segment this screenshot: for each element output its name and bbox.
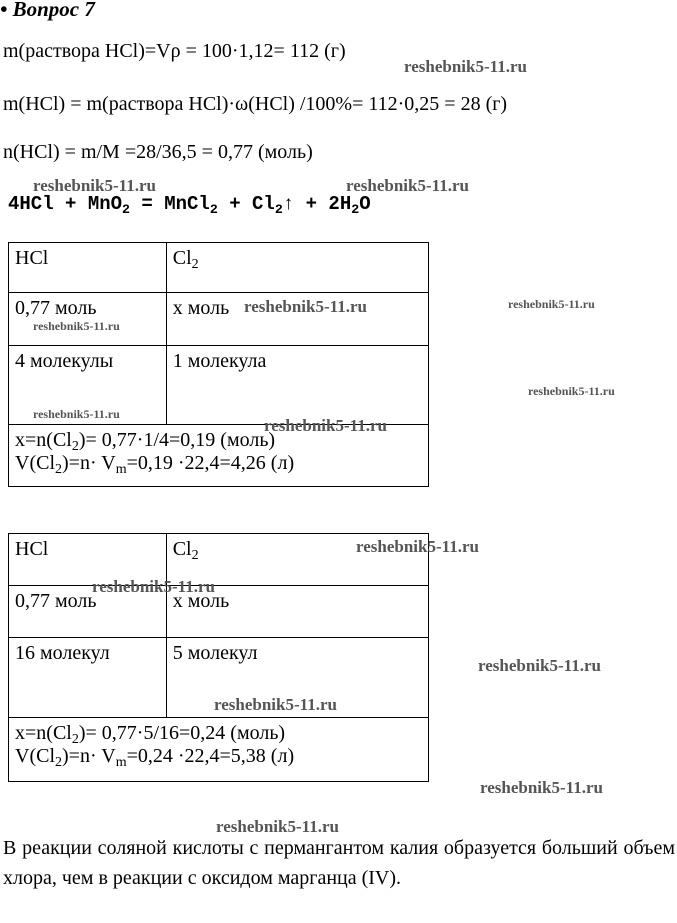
calc-line-mass-hcl: m(HCl) = m(раствора HCl)·ω(HCl) /100%= 112·0,25 = 28 (г) [3, 93, 508, 115]
table1-result-moles: $x=n(Cl_2)= 0,77\cdot 1/4=0,19$ (моль) [15, 429, 276, 455]
table2-cell-cl2-molecules: 5 молекул [166, 638, 428, 718]
watermark: reshebnik5-11.ru [92, 577, 215, 596]
table1-cell-cl2-molecules: 1 молекула [166, 346, 428, 425]
calc-line-moles-hcl: n(HCl) = m/M =28/36,5 = 0,77 (моль) [3, 141, 313, 163]
watermark: reshebnik5-11.ru [478, 656, 601, 675]
watermark: reshebnik5-11.ru [214, 695, 337, 714]
table1-cell-cl2-moles: x моль [166, 293, 428, 346]
table2-header-cl2: $Cl_2$ [166, 534, 428, 586]
proportion-table-1 [8, 242, 429, 487]
table2-header-hcl: HCl [9, 534, 167, 586]
reaction-equation: 4HCl + MnO$_2$ = MnCl$_2$ + $Cl_2↑ + 2H_2O$ [8, 193, 371, 217]
calc-line-mass-solution: m(раствора HCl)=Vρ = 100·1,12= 112 (г) [3, 40, 346, 62]
table2-cell-cl2-moles: x моль [166, 586, 428, 638]
conclusion-paragraph: В реакции соляной кислоты с пермангантом калия образуется больший объем хлора, чем в реакции с оксидом марганца (IV). [3, 837, 675, 889]
watermark: reshebnik5-11.ru [404, 57, 527, 76]
watermark: reshebnik5-11.ru [216, 817, 339, 836]
table2-cell-hcl-moles: 0,77 моль [9, 586, 167, 638]
question-title: • Вопрос 7 [0, 0, 95, 21]
watermark: reshebnik5-11.ru [528, 384, 615, 398]
watermark: reshebnik5-11.ru [356, 537, 479, 556]
table1-header-hcl: HCl [9, 243, 167, 293]
table1-cell-hcl-molecules: 4 молекулы [9, 346, 167, 425]
watermark: reshebnik5-11.ru [244, 297, 367, 316]
watermark: reshebnik5-11.ru [508, 297, 595, 311]
table2-result-volume: $V(Cl_2)=n\cdot V_m=0,24 \cdot 22,4=5,38$ (л) [15, 745, 295, 771]
table1-result-volume: $V(Cl_2)=n\cdot V_m=0,19 \cdot 22,4=4,26$ (л) [15, 452, 295, 478]
watermark: reshebnik5-11.ru [33, 407, 120, 421]
watermark: reshebnik5-11.ru [264, 416, 387, 435]
table2-result-moles: $x=n(Cl_2)= 0,77\cdot 5/16=0,24$ (моль) [15, 722, 286, 748]
watermark: reshebnik5-11.ru [346, 176, 469, 195]
table2-cell-hcl-molecules: 16 молекул [9, 638, 167, 718]
table1-cell-hcl-moles: 0,77 моль [9, 293, 167, 346]
proportion-table-2 [8, 533, 429, 782]
watermark: reshebnik5-11.ru [33, 319, 120, 333]
table2-result [9, 718, 429, 782]
watermark: reshebnik5-11.ru [33, 176, 156, 195]
watermark: reshebnik5-11.ru [480, 778, 603, 797]
table1-header-cl2: $Cl_2$ [166, 243, 428, 293]
